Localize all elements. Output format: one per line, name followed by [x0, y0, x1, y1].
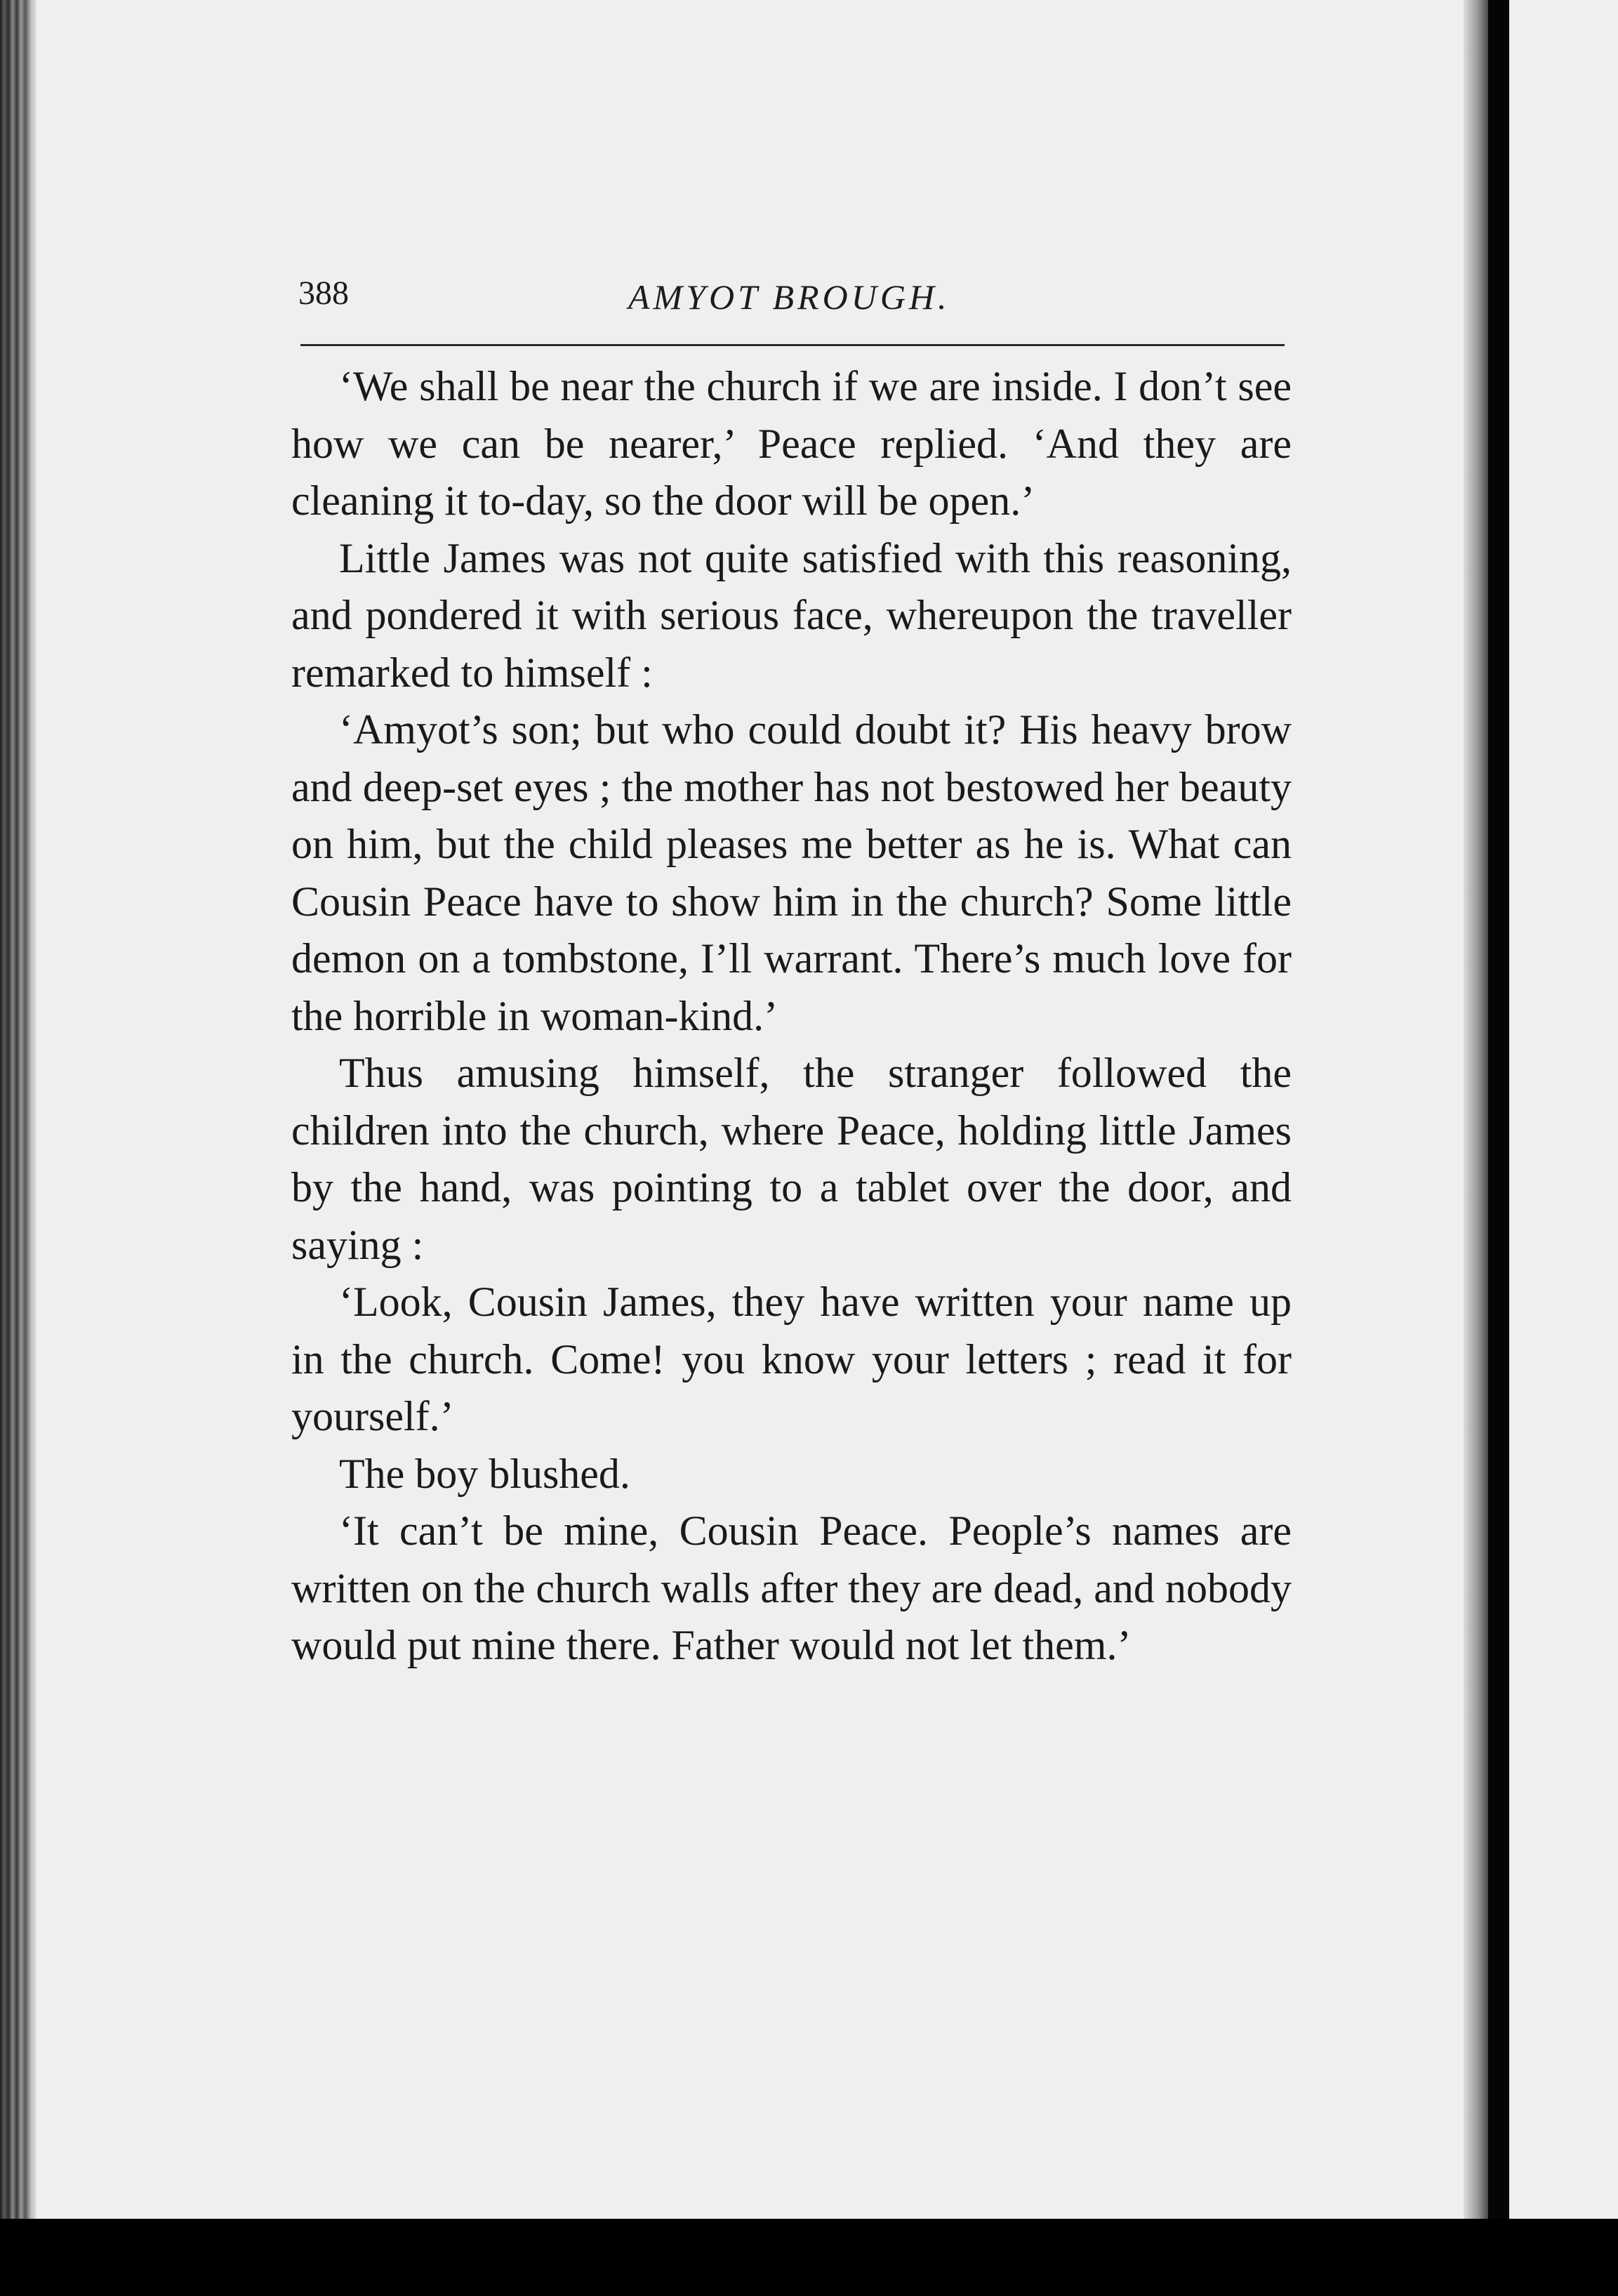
page-gutter	[1488, 0, 1509, 2219]
adjacent-page	[1495, 0, 1618, 2219]
page-number: 388	[298, 275, 349, 312]
paragraph: Thus amusing himself, the stranger followed the children into the church, where Peace, holding little James by the hand, was pointing to a tablet over the door, and saying :	[291, 1050, 1292, 1268]
page-header	[298, 274, 1288, 323]
paragraph: The boy blushed.	[339, 1450, 630, 1497]
paragraph: ‘Amyot’s son; but who could doubt it? His heavy brow and deep-set eyes ; the mother has not bestowed her beauty on him, but the child pleases me better as he is. What can Cousin Peace have to show him in the church? Some little demon on a tombstone, I’ll warrant. There’s much love for the horrible in woman-kind.’	[291, 706, 1292, 1039]
book-binding	[0, 0, 37, 2219]
paragraph: ‘We shall be near the church if we are inside. I don’t see how we can be nearer,’ Peace replied. ‘And they are cleaning it to-day, so the door will be open.’	[291, 363, 1292, 524]
running-title: AMYOT BROUGH.	[628, 277, 950, 317]
body-text	[291, 358, 1292, 1675]
paragraph: Little James was not quite satisfied with this reasoning, and pondered it with serious face, whereupon the traveller remarked to himself :	[291, 534, 1292, 696]
scan-bottom-shadow	[0, 2219, 1618, 2296]
header-rule	[300, 344, 1285, 346]
paragraph: ‘It can’t be mine, Cousin Peace. People’s names are written on the church walls after they are dead, and nobody would put mine there. Father would not let them.’	[291, 1507, 1292, 1668]
paragraph: ‘Look, Cousin James, they have written your name up in the church. Come! you know your letters ; read it for yourself.’	[291, 1279, 1292, 1439]
